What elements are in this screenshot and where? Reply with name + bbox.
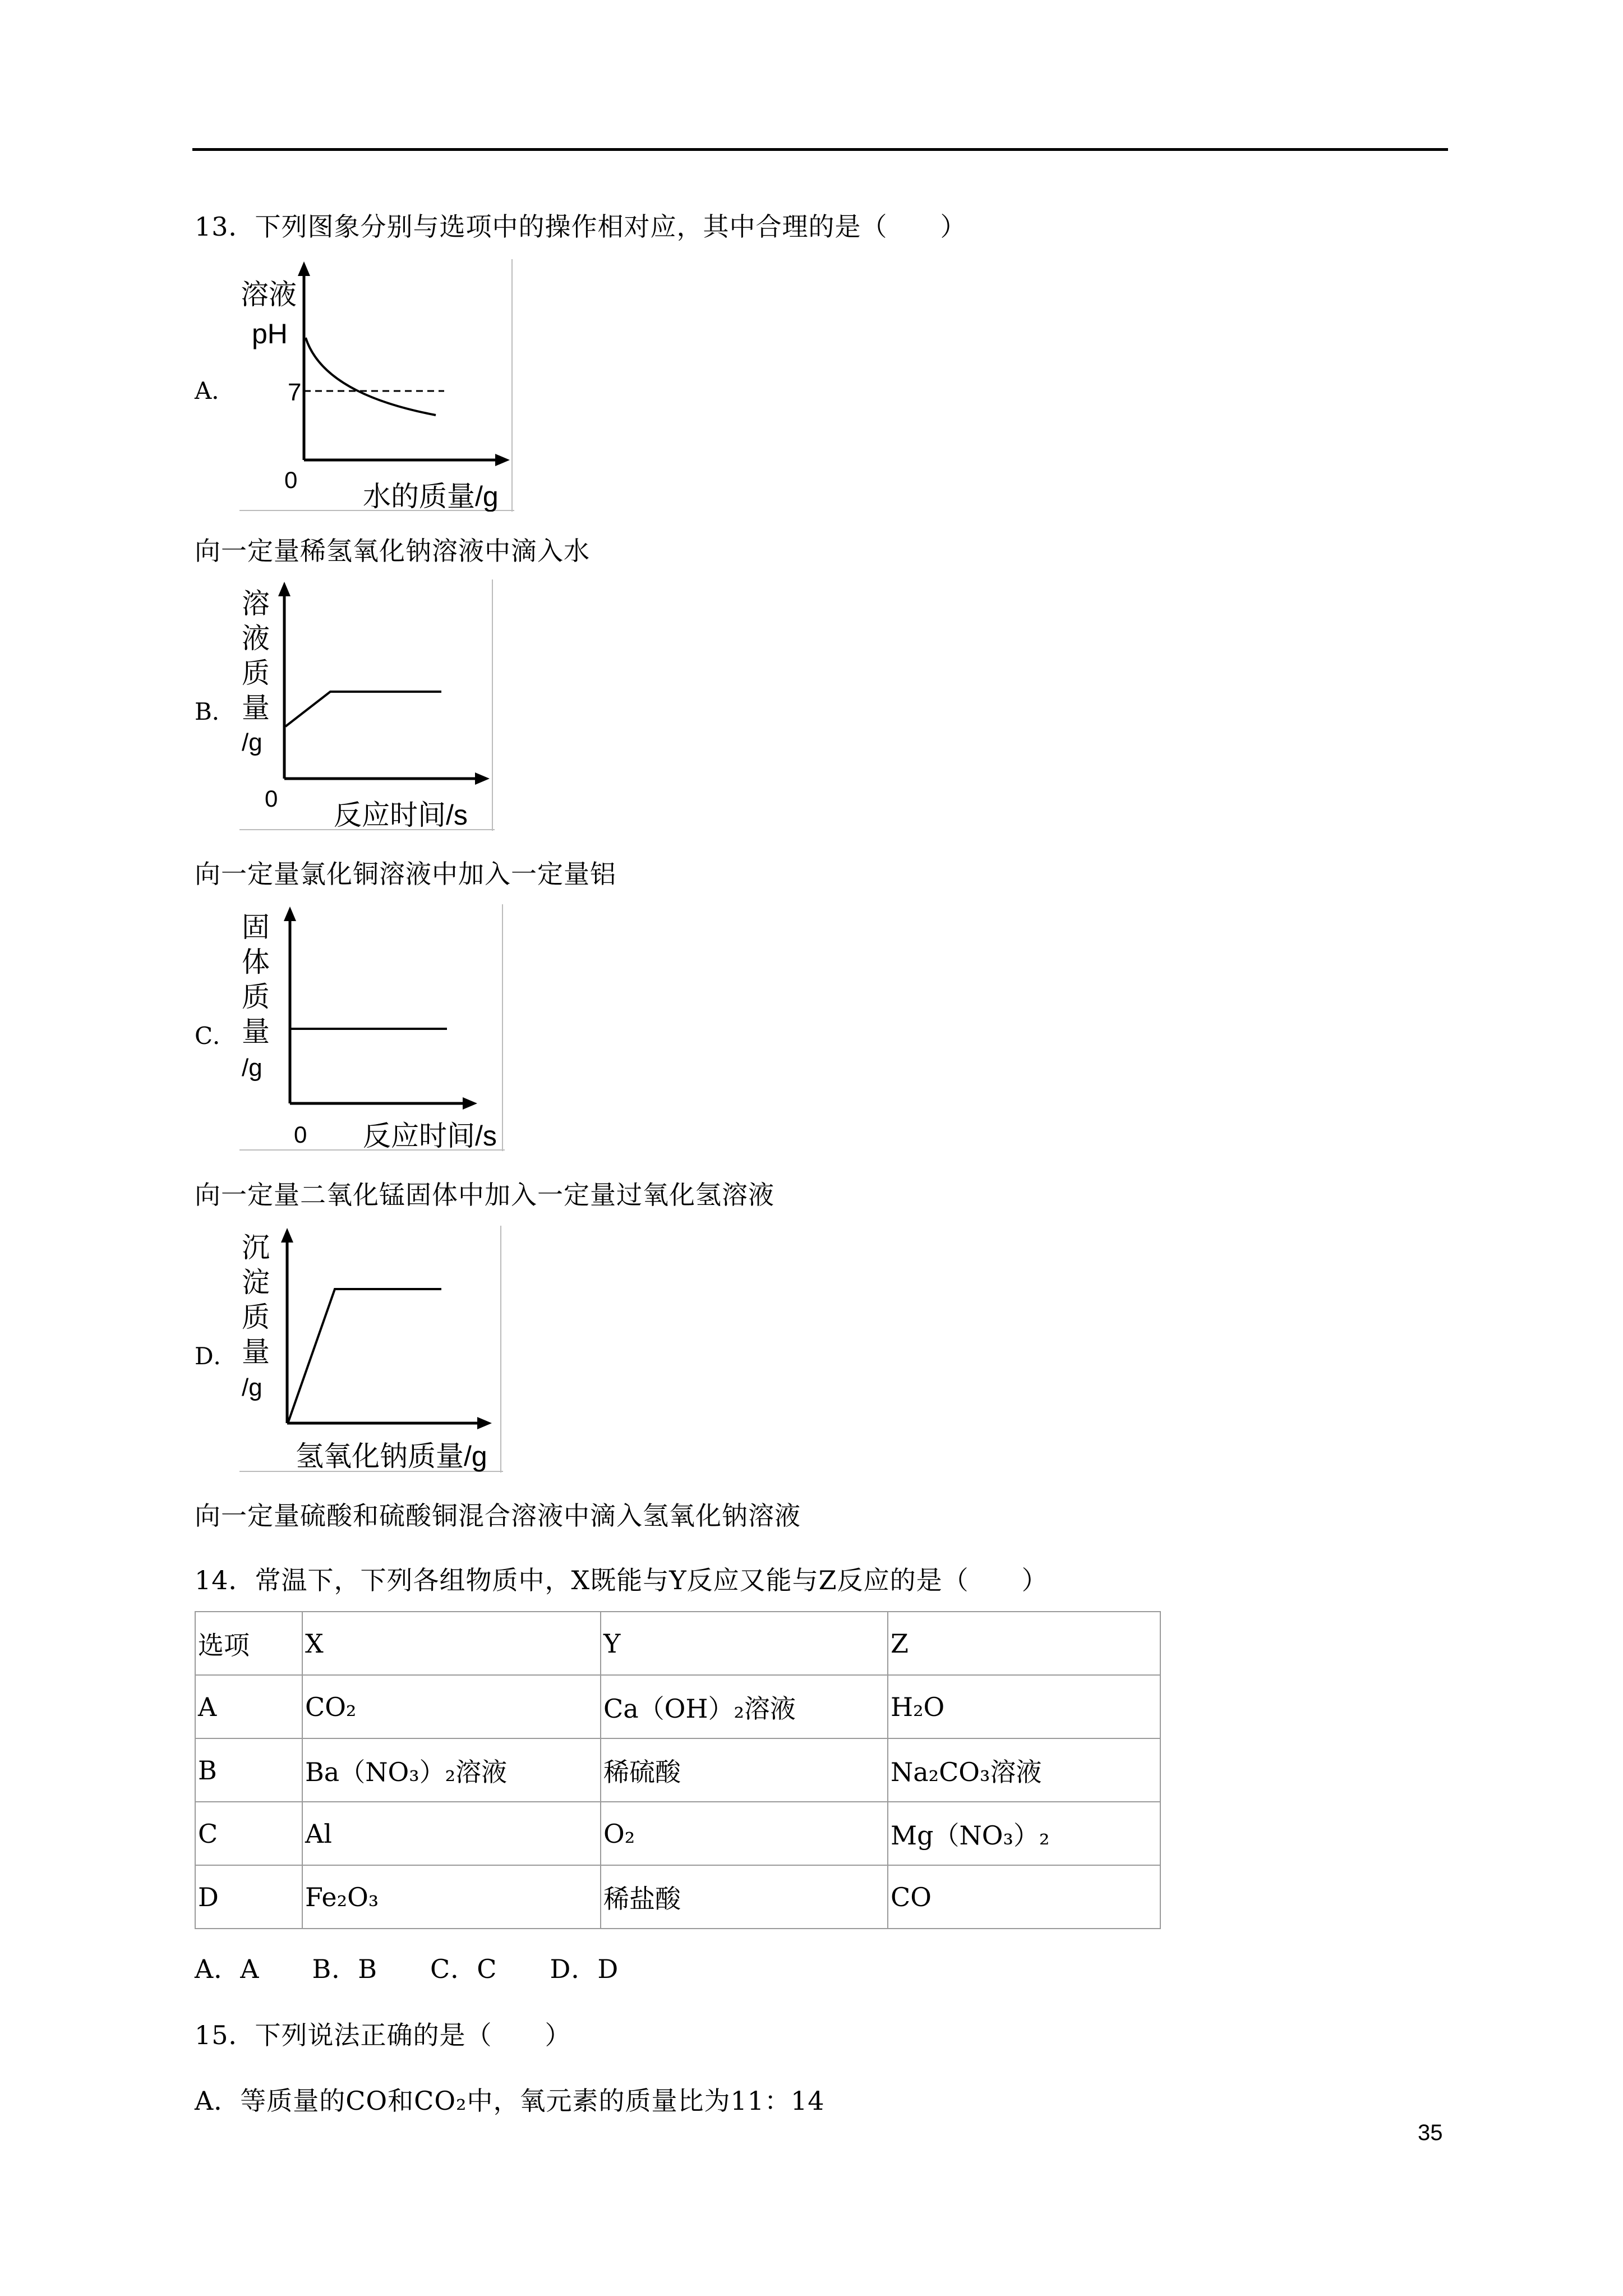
q15-option-a: A．等质量的CO和CO₂中，氧元素的质量比为11：14 — [195, 2086, 825, 2116]
table-header-cell: X — [302, 1612, 601, 1675]
q13-a-ylabel-2: pH — [252, 318, 288, 349]
q13-c-ylabel-1: 固 — [242, 912, 270, 943]
q13-c-ylabel-3: 质 — [242, 981, 270, 1013]
table-header-cell: Z — [888, 1612, 1160, 1675]
q13-graph-c — [239, 904, 505, 1151]
q13-b-ylabel-2: 液 — [242, 623, 270, 654]
table-cell: Al — [302, 1802, 601, 1865]
q13-d-ylabel-1: 沉 — [242, 1232, 270, 1263]
table-header-cell: Y — [601, 1612, 888, 1675]
q13-graph-a — [239, 259, 514, 512]
table-cell: CO₂ — [302, 1675, 601, 1738]
q13-stem: 13．下列图象分别与选项中的操作相对应，其中合理的是（ ） — [195, 211, 967, 242]
q13-d-xlabel: 氢氧化钠质量/g — [296, 1441, 487, 1472]
q13-d-ylabel-4: 量 — [242, 1336, 270, 1368]
q13-a-ylabel-1: 溶液 — [241, 279, 297, 310]
q13-graph-b — [239, 579, 495, 831]
q15-stem: 15．下列说法正确的是（ ） — [195, 2020, 571, 2050]
q13-option-c-desc: 向一定量二氧化锰固体中加入一定量过氧化氢溶液 — [195, 1180, 774, 1210]
q14-table — [195, 1611, 1161, 1929]
q13-option-d-label: D． — [195, 1342, 237, 1370]
table-cell: H₂O — [888, 1675, 1160, 1738]
q13-b-origin: 0 — [265, 785, 278, 812]
q13-option-a-label: A． — [195, 377, 236, 404]
table-cell: Ca（OH）₂溶液 — [601, 1675, 888, 1738]
q14-stem: 14．常温下，下列各组物质中，X既能与Y反应又能与Z反应的是（ ） — [195, 1565, 1048, 1595]
table-cell: B — [195, 1738, 302, 1802]
table-row — [195, 1865, 1160, 1929]
q13-option-c-label: C． — [195, 1022, 237, 1050]
q13-a-ytick-7: 7 — [288, 379, 302, 406]
table-cell: Na₂CO₃溶液 — [888, 1738, 1160, 1802]
table-cell: Mg（NO₃）₂ — [888, 1802, 1160, 1865]
header-rule — [192, 148, 1448, 151]
q13-c-ylabel-5: /g — [242, 1054, 262, 1082]
table-cell: Ba（NO₃）₂溶液 — [302, 1738, 601, 1802]
q13-b-ylabel-4: 量 — [242, 692, 270, 724]
q13-c-ylabel-2: 体 — [242, 946, 270, 978]
q13-option-b-label: B． — [195, 698, 236, 725]
table-cell: Fe₂O₃ — [302, 1865, 601, 1929]
q13-option-b-desc: 向一定量氯化铜溶液中加入一定量铝 — [195, 859, 616, 889]
table-row — [195, 1738, 1160, 1802]
q13-option-d-desc: 向一定量硫酸和硫酸铜混合溶液中滴入氢氧化钠溶液 — [195, 1501, 801, 1531]
q13-a-xlabel: 水的质量/g — [363, 481, 499, 512]
table-cell: CO — [888, 1865, 1160, 1929]
q13-b-ylabel-3: 质 — [242, 657, 270, 689]
q13-b-ylabel-5: /g — [242, 729, 262, 756]
table-row — [195, 1802, 1160, 1865]
q13-c-origin: 0 — [294, 1121, 307, 1148]
table-cell: A — [195, 1675, 302, 1738]
q14-choices: A．A B．B C．C D．D — [195, 1954, 619, 1984]
q13-d-ylabel-5: /g — [242, 1374, 262, 1401]
table-cell: C — [195, 1802, 302, 1865]
table-cell: 稀硫酸 — [601, 1738, 888, 1802]
table-cell: 稀盐酸 — [601, 1865, 888, 1929]
table-header-cell: 选项 — [195, 1612, 302, 1675]
table-header-row — [195, 1612, 1160, 1675]
q13-a-origin: 0 — [284, 467, 298, 493]
q13-c-ylabel-4: 量 — [242, 1016, 270, 1047]
q13-b-ylabel-1: 溶 — [242, 588, 270, 619]
q13-b-xlabel: 反应时间/s — [334, 799, 468, 831]
page-number: 35 — [1418, 2120, 1443, 2145]
table-row — [195, 1675, 1160, 1738]
q13-c-xlabel: 反应时间/s — [363, 1120, 497, 1151]
table-cell: D — [195, 1865, 302, 1929]
table-cell: O₂ — [601, 1802, 888, 1865]
q13-graph-d — [239, 1226, 503, 1473]
q13-option-a-desc: 向一定量稀氢氧化钠溶液中滴入水 — [195, 536, 590, 566]
q13-d-ylabel-2: 淀 — [242, 1267, 270, 1298]
q13-d-ylabel-3: 质 — [242, 1301, 270, 1333]
